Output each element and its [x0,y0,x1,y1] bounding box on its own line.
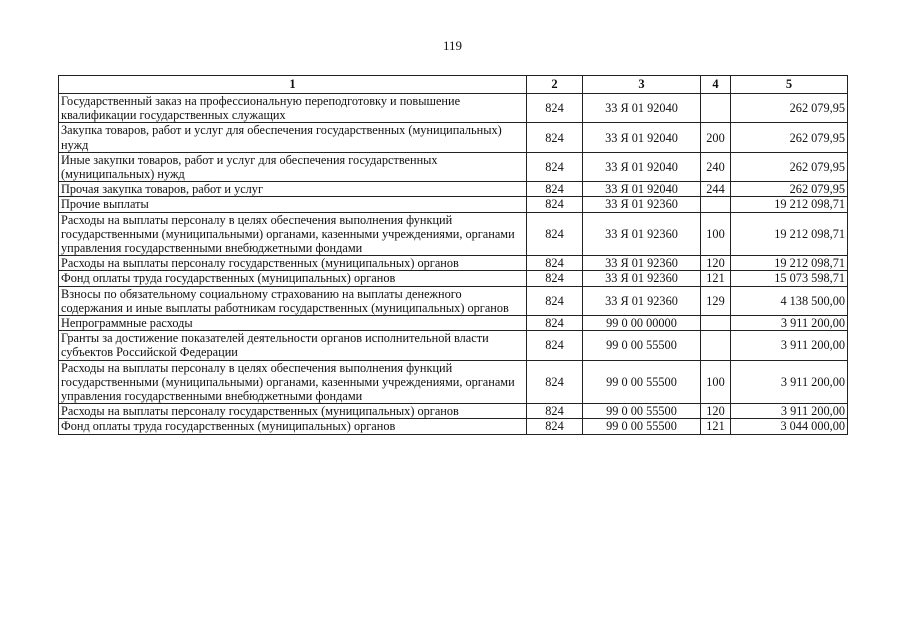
row-amount: 262 079,95 [731,94,848,123]
row-admin-code: 824 [527,404,583,419]
row-target-code: 33 Я 01 92360 [583,271,701,286]
row-expense-type: 100 [701,360,731,404]
row-expense-type: 240 [701,152,731,181]
row-target-code: 33 Я 01 92360 [583,256,701,271]
row-target-code: 33 Я 01 92360 [583,286,701,315]
row-target-code: 33 Я 01 92040 [583,182,701,197]
row-target-code: 99 0 00 55500 [583,331,701,360]
row-name: Взносы по обязательному социальному страхованию на выплаты денежного содержания и иные выплаты работникам государственных (муниципальных) органов [59,286,527,315]
row-target-code: 99 0 00 55500 [583,360,701,404]
row-target-code: 99 0 00 55500 [583,404,701,419]
table-row [59,404,848,419]
table-row [59,360,848,404]
row-expense-type [701,197,731,212]
row-expense-type: 121 [701,419,731,434]
row-name: Закупка товаров, работ и услуг для обеспечения государственных (муниципальных) нужд [59,123,527,152]
row-name: Государственный заказ на профессиональную переподготовку и повышение квалификации государственных служащих [59,94,527,123]
row-admin-code: 824 [527,197,583,212]
table-row [59,316,848,331]
row-name: Расходы на выплаты персоналу в целях обеспечения выполнения функций государственными (муниципальными) органами, казенными учреждениями, органами управления государственными внебюджетными фондами [59,212,527,256]
row-admin-code: 824 [527,94,583,123]
row-amount: 19 212 098,71 [731,197,848,212]
table-row [59,197,848,212]
row-admin-code: 824 [527,316,583,331]
table-body [59,94,848,435]
row-name: Расходы на выплаты персоналу в целях обеспечения выполнения функций государственными (муниципальными) органами, казенными учреждениями, органами управления государственными внебюджетными фондами [59,360,527,404]
column-header-4: 4 [701,76,731,94]
row-target-code: 33 Я 01 92040 [583,152,701,181]
row-admin-code: 824 [527,271,583,286]
row-name: Расходы на выплаты персоналу государственных (муниципальных) органов [59,256,527,271]
row-expense-type [701,316,731,331]
row-name: Фонд оплаты труда государственных (муниципальных) органов [59,271,527,286]
column-header-3: 3 [583,76,701,94]
row-target-code: 33 Я 01 92040 [583,94,701,123]
row-expense-type: 120 [701,256,731,271]
table-row [59,152,848,181]
row-admin-code: 824 [527,212,583,256]
row-amount: 19 212 098,71 [731,256,848,271]
row-target-code: 33 Я 01 92040 [583,123,701,152]
row-amount: 3 911 200,00 [731,404,848,419]
row-admin-code: 824 [527,123,583,152]
row-amount: 3 911 200,00 [731,360,848,404]
row-target-code: 33 Я 01 92360 [583,212,701,256]
table-row [59,123,848,152]
row-amount: 3 911 200,00 [731,331,848,360]
table-row [59,94,848,123]
table-header-row [59,76,848,94]
row-amount: 262 079,95 [731,182,848,197]
row-admin-code: 824 [527,419,583,434]
row-expense-type: 129 [701,286,731,315]
row-name: Прочая закупка товаров, работ и услуг [59,182,527,197]
row-admin-code: 824 [527,256,583,271]
row-amount: 15 073 598,71 [731,271,848,286]
row-admin-code: 824 [527,286,583,315]
row-amount: 3 911 200,00 [731,316,848,331]
row-name: Непрограммные расходы [59,316,527,331]
row-expense-type [701,331,731,360]
row-expense-type: 100 [701,212,731,256]
row-amount: 3 044 000,00 [731,419,848,434]
column-header-5: 5 [731,76,848,94]
column-header-1: 1 [59,76,527,94]
table-row [59,271,848,286]
row-name: Расходы на выплаты персоналу государственных (муниципальных) органов [59,404,527,419]
table-row [59,256,848,271]
budget-table [58,75,848,435]
row-admin-code: 824 [527,152,583,181]
page-number: 119 [442,38,463,53]
row-name: Гранты за достижение показателей деятельности органов исполнительной власти субъектов Российской Федерации [59,331,527,360]
row-expense-type [701,94,731,123]
row-name: Прочие выплаты [59,197,527,212]
row-expense-type: 200 [701,123,731,152]
row-amount: 262 079,95 [731,123,848,152]
row-name: Иные закупки товаров, работ и услуг для обеспечения государственных (муниципальных) нужд [59,152,527,181]
table-row [59,182,848,197]
table-row [59,212,848,256]
row-target-code: 33 Я 01 92360 [583,197,701,212]
row-amount: 262 079,95 [731,152,848,181]
row-expense-type: 244 [701,182,731,197]
row-amount: 19 212 098,71 [731,212,848,256]
table-row [59,419,848,434]
row-admin-code: 824 [527,360,583,404]
row-amount: 4 138 500,00 [731,286,848,315]
table-row [59,286,848,315]
table-row [59,331,848,360]
row-admin-code: 824 [527,331,583,360]
row-target-code: 99 0 00 55500 [583,419,701,434]
row-admin-code: 824 [527,182,583,197]
row-expense-type: 120 [701,404,731,419]
row-target-code: 99 0 00 00000 [583,316,701,331]
row-name: Фонд оплаты труда государственных (муниципальных) органов [59,419,527,434]
row-expense-type: 121 [701,271,731,286]
column-header-2: 2 [527,76,583,94]
